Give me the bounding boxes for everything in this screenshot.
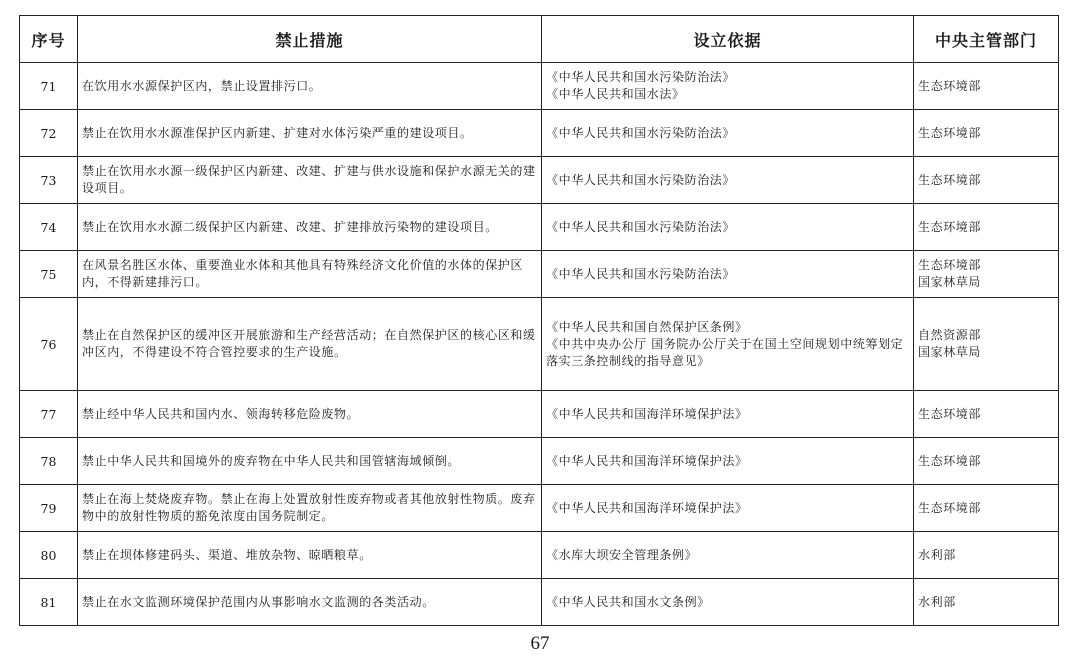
table-row	[20, 251, 1059, 298]
row-basis	[542, 298, 914, 391]
basis-line: 《水库大坝安全管理条例》	[546, 547, 698, 562]
row-dept	[914, 110, 1059, 157]
row-dept	[914, 391, 1059, 438]
dept-line: 水利部	[918, 594, 956, 609]
basis-line: 《中华人民共和国海洋环境保护法》	[546, 453, 748, 468]
row-basis	[542, 438, 914, 485]
row-dept	[914, 63, 1059, 110]
row-basis	[542, 532, 914, 579]
dept-line: 生态环境部	[918, 78, 982, 93]
row-basis	[542, 63, 914, 110]
row-seq: 81	[20, 579, 78, 626]
basis-line: 《中华人民共和国水污染防治法》	[546, 125, 736, 140]
basis-line: 《中华人民共和国水法》	[546, 87, 685, 101]
dept-line: 国家林草局	[918, 275, 982, 289]
header-basis: 设立依据	[542, 16, 914, 63]
dept-line: 水利部	[918, 547, 956, 562]
basis-line: 《中华人民共和国自然保护区条例》	[546, 319, 748, 334]
dept-line: 生态环境部	[918, 219, 982, 234]
dept-line: 国家林草局	[918, 345, 982, 359]
row-basis	[542, 485, 914, 532]
table-row	[20, 579, 1059, 626]
basis-line: 《中华人民共和国水污染防治法》	[546, 266, 736, 281]
table-row	[20, 204, 1059, 251]
row-basis	[542, 157, 914, 204]
table-row	[20, 391, 1059, 438]
row-measure: 禁止在饮用水水源一级保护区内新建、改建、扩建与供水设施和保护水源无关的建设项目。	[78, 157, 542, 204]
row-basis	[542, 579, 914, 626]
header-seq: 序号	[20, 16, 78, 63]
table-row	[20, 485, 1059, 532]
basis-line: 《中共中央办公厅 国务院办公厅关于在国土空间规划中统筹划定落实三条控制线的指导意见》	[546, 336, 904, 368]
row-measure: 禁止中华人民共和国境外的废弃物在中华人民共和国管辖海域倾倒。	[78, 438, 542, 485]
dept-line: 生态环境部	[918, 172, 982, 187]
row-measure: 禁止在饮用水水源准保护区内新建、扩建对水体污染严重的建设项目。	[78, 110, 542, 157]
dept-line: 生态环境部	[918, 125, 982, 140]
dept-line: 生态环境部	[918, 500, 982, 515]
row-basis	[542, 110, 914, 157]
basis-line: 《中华人民共和国水污染防治法》	[546, 172, 736, 187]
prohibition-table	[19, 15, 1059, 626]
header-measure: 禁止措施	[78, 16, 542, 63]
row-seq: 80	[20, 532, 78, 579]
dept-line: 自然资源部	[918, 328, 982, 342]
row-dept	[914, 251, 1059, 298]
row-basis	[542, 251, 914, 298]
row-seq: 78	[20, 438, 78, 485]
row-measure: 禁止在饮用水水源二级保护区内新建、改建、扩建排放污染物的建设项目。	[78, 204, 542, 251]
row-dept	[914, 157, 1059, 204]
basis-line: 《中华人民共和国水文条例》	[546, 594, 710, 609]
basis-line: 《中华人民共和国水污染防治法》	[546, 219, 736, 234]
row-seq: 71	[20, 63, 78, 110]
row-dept	[914, 532, 1059, 579]
page-number: 67	[530, 633, 550, 654]
row-dept	[914, 485, 1059, 532]
basis-line: 《中华人民共和国海洋环境保护法》	[546, 406, 748, 421]
row-seq: 77	[20, 391, 78, 438]
basis-line: 《中华人民共和国海洋环境保护法》	[546, 500, 748, 515]
row-measure: 在饮用水水源保护区内，禁止设置排污口。	[78, 63, 542, 110]
table-row	[20, 63, 1059, 110]
table-row	[20, 438, 1059, 485]
row-seq: 73	[20, 157, 78, 204]
table-row	[20, 298, 1059, 391]
dept-line: 生态环境部	[918, 258, 982, 272]
row-dept	[914, 438, 1059, 485]
row-seq: 74	[20, 204, 78, 251]
row-basis	[542, 391, 914, 438]
row-seq: 75	[20, 251, 78, 298]
table-row	[20, 532, 1059, 579]
dept-line: 生态环境部	[918, 406, 982, 421]
row-measure: 禁止在海上焚烧废弃物。禁止在海上处置放射性废弃物或者其他放射性物质。废弃物中的放射性物质的豁免浓度由国务院制定。	[78, 485, 542, 532]
row-seq: 79	[20, 485, 78, 532]
row-dept	[914, 298, 1059, 391]
dept-line: 生态环境部	[918, 453, 982, 468]
row-seq: 76	[20, 298, 78, 391]
row-measure: 禁止在坝体修建码头、渠道、堆放杂物、晾晒粮草。	[78, 532, 542, 579]
row-dept	[914, 204, 1059, 251]
row-dept	[914, 579, 1059, 626]
row-basis	[542, 204, 914, 251]
row-measure: 禁止经中华人民共和国内水、领海转移危险废物。	[78, 391, 542, 438]
table-body	[20, 63, 1059, 626]
row-seq: 72	[20, 110, 78, 157]
table-header-row	[20, 16, 1059, 63]
row-measure: 禁止在自然保护区的缓冲区开展旅游和生产经营活动；在自然保护区的核心区和缓冲区内，不得建设不符合管控要求的生产设施。	[78, 298, 542, 391]
row-measure: 在风景名胜区水体、重要渔业水体和其他具有特殊经济文化价值的水体的保护区内，不得新建排污口。	[78, 251, 542, 298]
row-measure: 禁止在水文监测环境保护范围内从事影响水文监测的各类活动。	[78, 579, 542, 626]
basis-line: 《中华人民共和国水污染防治法》	[546, 70, 736, 84]
table-row	[20, 110, 1059, 157]
header-dept: 中央主管部门	[914, 16, 1059, 63]
table-row	[20, 157, 1059, 204]
